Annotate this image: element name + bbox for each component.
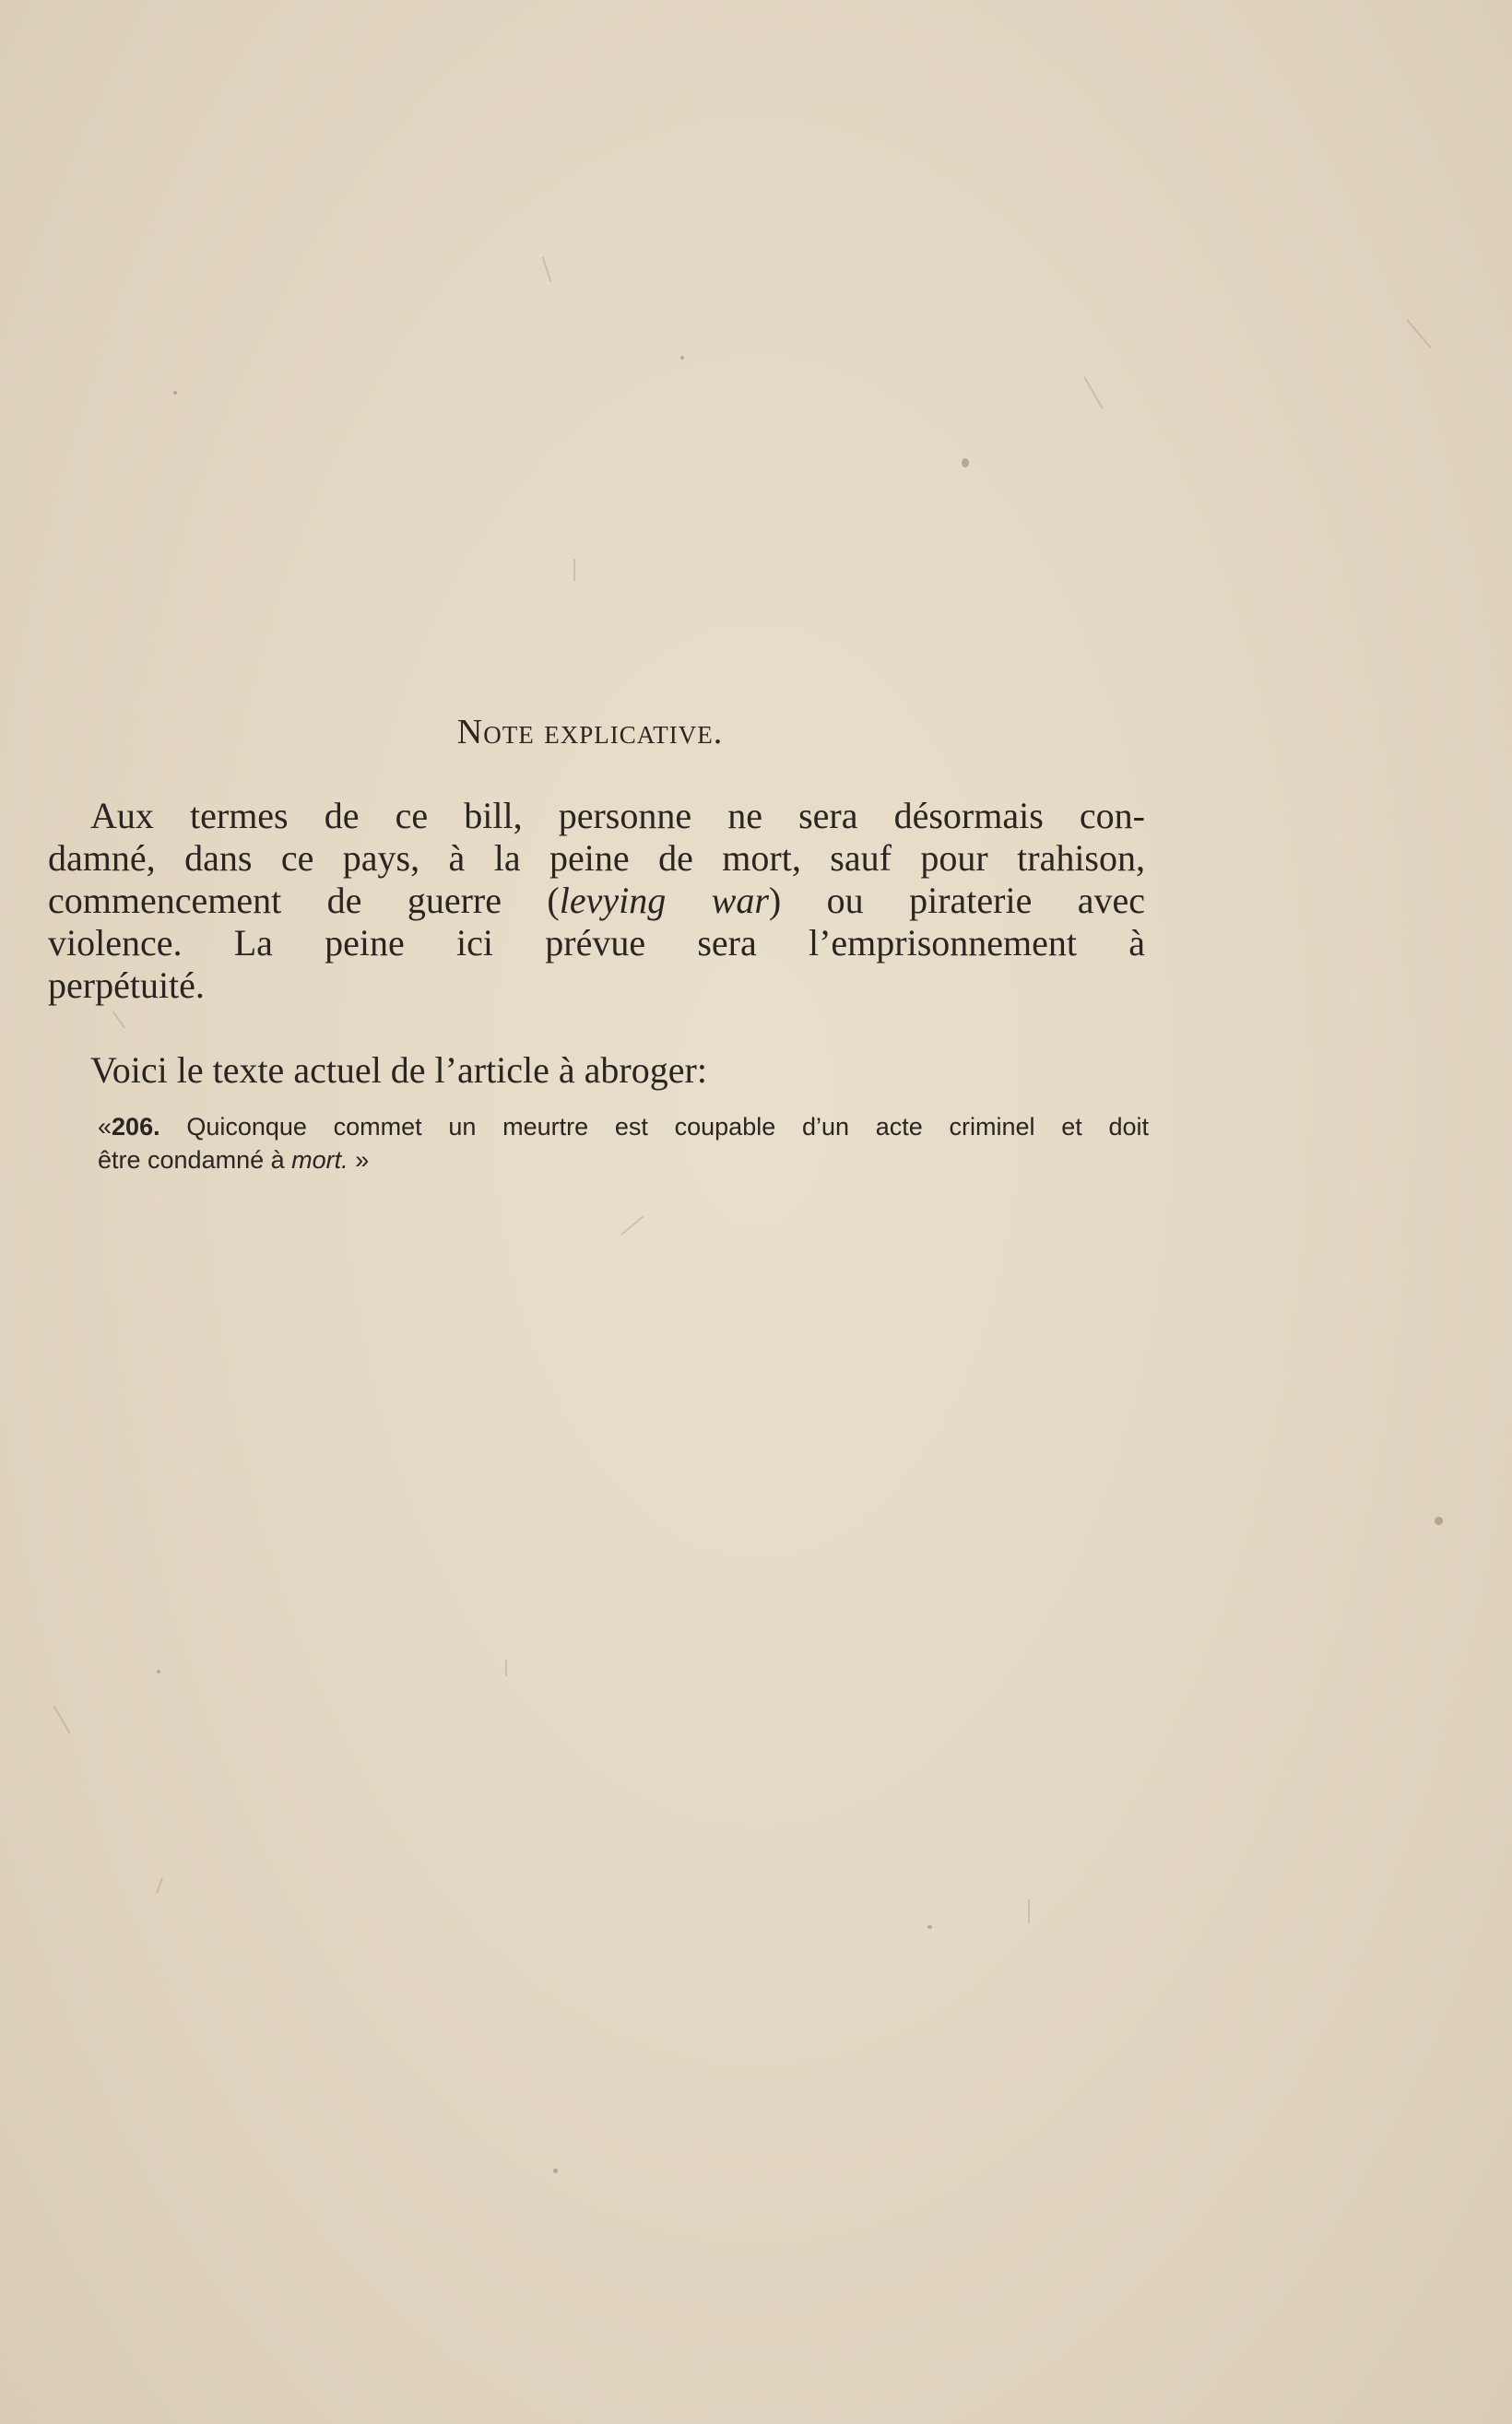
article-number: 206. xyxy=(112,1113,160,1141)
quote-close-mark: » xyxy=(355,1146,370,1174)
paragraph-line: commencement de guerre (levying war) ou piraterie avec xyxy=(48,880,1146,921)
quote-open-mark: « xyxy=(98,1113,112,1141)
paper-fiber xyxy=(573,559,575,581)
paper-fiber xyxy=(542,256,552,281)
paper-speck xyxy=(157,1670,160,1673)
paragraph-text: commencement de guerre xyxy=(48,880,502,921)
quote-emphasis: mort. xyxy=(291,1146,348,1174)
page-title: Note explicative. xyxy=(456,713,724,751)
paper-fiber xyxy=(1406,319,1431,349)
quote-line xyxy=(98,1143,1149,1177)
paragraph-line: perpétuité. xyxy=(48,964,205,1006)
paper-fiber xyxy=(112,1011,125,1028)
paper-speck xyxy=(680,356,684,360)
quote-line xyxy=(98,1110,1149,1143)
paragraph-explanation xyxy=(48,795,1145,1007)
paragraph-line: Aux termes de ce bill, personne ne sera désormais con- xyxy=(90,795,1145,836)
paper-fiber xyxy=(53,1706,71,1733)
paper-fiber xyxy=(1028,1899,1030,1923)
paper-speck xyxy=(1435,1517,1443,1525)
italic-term: levying war xyxy=(559,880,769,921)
quoted-article xyxy=(98,1110,1149,1177)
paper-speck xyxy=(553,2169,558,2173)
quote-text: être condamné à xyxy=(98,1146,285,1174)
paper-speck xyxy=(927,1925,932,1929)
paper-fiber xyxy=(1083,376,1104,409)
paper-fiber xyxy=(156,1877,163,1894)
paragraph-text: ou piraterie avec xyxy=(826,880,1146,921)
quote-text: Quiconque commet un meurtre est coupable d’un acte criminel et doit xyxy=(186,1113,1149,1141)
paragraph-line: violence. La peine ici prévue sera l’emprisonnement à xyxy=(48,922,1145,964)
paper-speck xyxy=(962,458,969,467)
paper-speck xyxy=(173,391,177,395)
paper-fiber xyxy=(505,1660,507,1676)
paper-fiber xyxy=(621,1216,644,1236)
paragraph-intro-article: Voici le texte actuel de l’article à abroger: xyxy=(90,1049,707,1091)
paragraph-line: damné, dans ce pays, à la peine de mort, sauf pour trahison, xyxy=(48,837,1145,879)
